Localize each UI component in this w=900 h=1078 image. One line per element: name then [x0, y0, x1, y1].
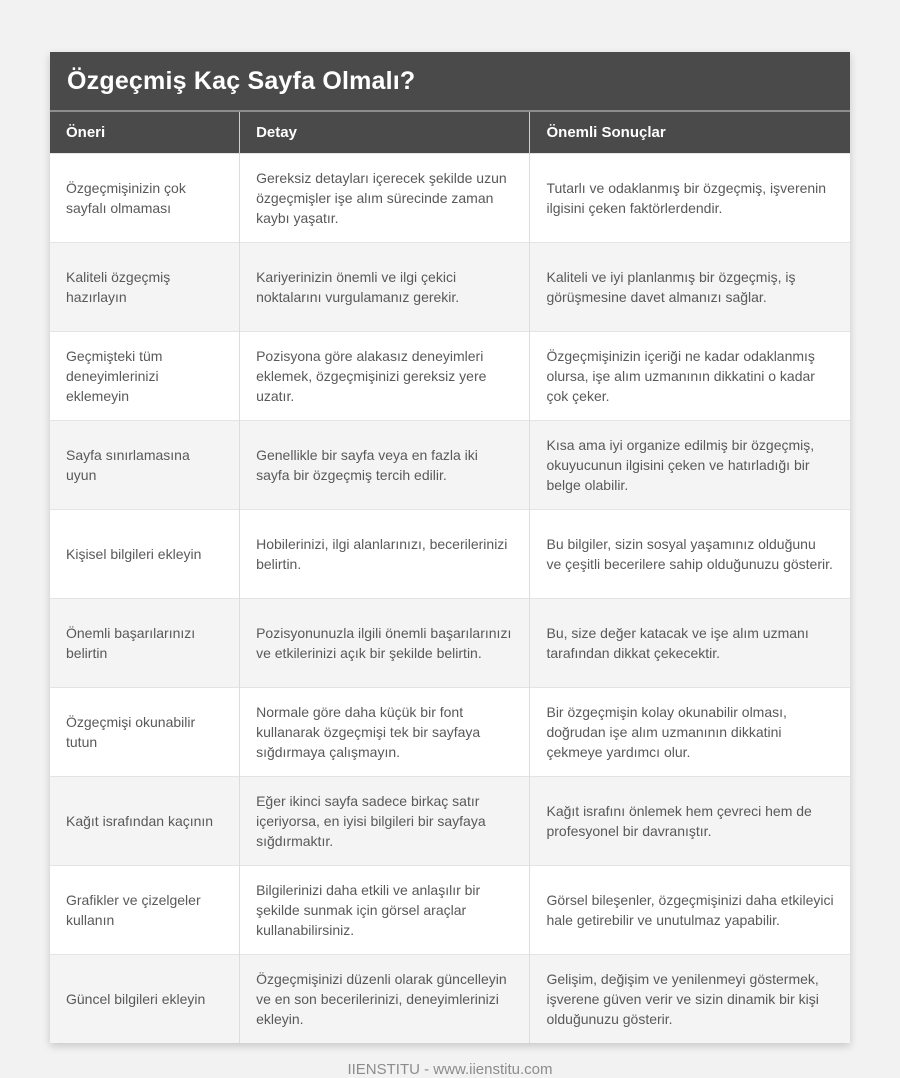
table-row	[50, 154, 850, 243]
cell-sonuc: Bir özgeçmişin kolay okunabilir olması, doğrudan işe alım uzmanının dikkatini çekmeye yardımcı olur.	[530, 688, 850, 777]
cell-oneri: Kaliteli özgeçmiş hazırlayın	[50, 243, 240, 332]
cell-detay: Bilgilerinizi daha etkili ve anlaşılır bir şekilde sunmak için görsel araçlar kullanabilirsiniz.	[240, 866, 530, 955]
cell-sonuc: Kağıt israfını önlemek hem çevreci hem de profesyonel bir davranıştır.	[530, 777, 850, 866]
cell-oneri: Sayfa sınırlamasına uyun	[50, 421, 240, 510]
table-body	[50, 154, 850, 1044]
cell-sonuc: Bu bilgiler, sizin sosyal yaşamınız olduğunu ve çeşitli becerilere sahip olduğunuzu gösterir.	[530, 510, 850, 599]
table-row	[50, 243, 850, 332]
cell-sonuc: Gelişim, değişim ve yenilenmeyi göstermek, işverene güven verir ve sizin dinamik bir kişi olduğunuzu gösterir.	[530, 955, 850, 1044]
cell-detay: Pozisyonunuzla ilgili önemli başarılarınızı ve etkilerinizi açık bir şekilde belirtin.	[240, 599, 530, 688]
cell-oneri: Kişisel bilgileri ekleyin	[50, 510, 240, 599]
cell-detay: Eğer ikinci sayfa sadece birkaç satır içeriyorsa, en iyisi bilgileri bir sayfaya sığdırmaktır.	[240, 777, 530, 866]
cell-sonuc: Bu, size değer katacak ve işe alım uzmanı tarafından dikkat çekecektir.	[530, 599, 850, 688]
table-row	[50, 510, 850, 599]
footer-credit: IIENSTITU - www.iienstitu.com	[347, 1061, 553, 1078]
cell-oneri: Grafikler ve çizelgeler kullanın	[50, 866, 240, 955]
cell-detay: Hobilerinizi, ilgi alanlarınızı, becerilerinizi belirtin.	[240, 510, 530, 599]
cell-detay: Kariyerinizin önemli ve ilgi çekici noktalarını vurgulamanız gerekir.	[240, 243, 530, 332]
cell-sonuc: Kaliteli ve iyi planlanmış bir özgeçmiş, iş görüşmesine davet almanızı sağlar.	[530, 243, 850, 332]
table-row	[50, 955, 850, 1044]
cell-detay: Pozisyona göre alakasız deneyimleri eklemek, özgeçmişinizi gereksiz yere uzatır.	[240, 332, 530, 421]
cell-oneri: Özgeçmişinizin çok sayfalı olmaması	[50, 154, 240, 243]
cell-sonuc: Kısa ama iyi organize edilmiş bir özgeçmiş, okuyucunun ilgisini çeken ve hatırladığı bir belge olabilir.	[530, 421, 850, 510]
cell-oneri: Önemli başarılarınızı belirtin	[50, 599, 240, 688]
content-table	[50, 110, 850, 1043]
column-header-oneri: Öneri	[50, 111, 240, 154]
cell-detay: Özgeçmişinizi düzenli olarak güncelleyin ve en son becerilerinizi, deneyimlerinizi ekleyin.	[240, 955, 530, 1044]
cell-oneri: Kağıt israfından kaçının	[50, 777, 240, 866]
cell-sonuc: Görsel bileşenler, özgeçmişinizi daha etkileyici hale getirebilir ve unutulmaz yapabilir.	[530, 866, 850, 955]
header-row	[50, 111, 850, 154]
table-row	[50, 866, 850, 955]
cell-detay: Normale göre daha küçük bir font kullanarak özgeçmişi tek bir sayfaya sığdırmaya çalışmayın.	[240, 688, 530, 777]
cell-oneri: Güncel bilgileri ekleyin	[50, 955, 240, 1044]
cell-oneri: Özgeçmişi okunabilir tutun	[50, 688, 240, 777]
table-row	[50, 777, 850, 866]
table-row	[50, 688, 850, 777]
cell-sonuc: Özgeçmişinizin içeriği ne kadar odaklanmış olursa, işe alım uzmanının dikkatini o kadar çok çeker.	[530, 332, 850, 421]
table-row	[50, 599, 850, 688]
cell-sonuc: Tutarlı ve odaklanmış bir özgeçmiş, işverenin ilgisini çeken faktörlerdendir.	[530, 154, 850, 243]
column-header-detay: Detay	[240, 111, 530, 154]
table-row	[50, 332, 850, 421]
table-header	[50, 111, 850, 154]
table-row	[50, 421, 850, 510]
column-header-sonuclar: Önemli Sonuçlar	[530, 111, 850, 154]
cell-oneri: Geçmişteki tüm deneyimlerinizi eklemeyin	[50, 332, 240, 421]
table-card	[50, 52, 850, 1043]
cell-detay: Gereksiz detayları içerecek şekilde uzun özgeçmişler işe alım sürecinde zaman kaybı yaşatır.	[240, 154, 530, 243]
cell-detay: Genellikle bir sayfa veya en fazla iki sayfa bir özgeçmiş tercih edilir.	[240, 421, 530, 510]
page-title: Özgeçmiş Kaç Sayfa Olmalı?	[50, 52, 850, 110]
